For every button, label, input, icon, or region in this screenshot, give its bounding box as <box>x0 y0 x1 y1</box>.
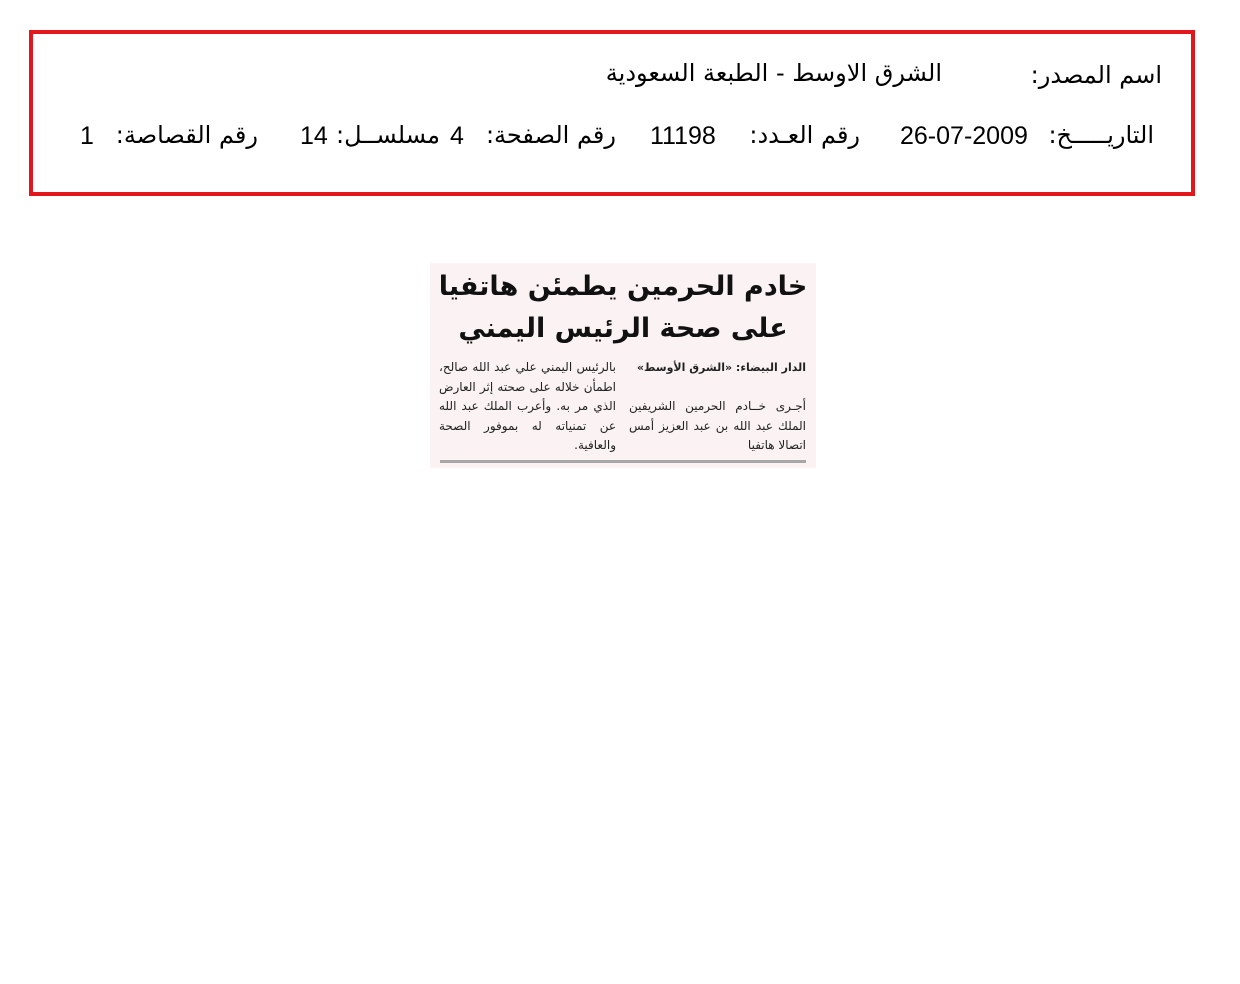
clip-number-label: رقم القصاصة: <box>115 121 258 149</box>
article-column-right <box>629 358 806 456</box>
newspaper-clipping <box>430 263 816 468</box>
article-column-left <box>439 358 616 456</box>
serial-label: مسلســل: <box>336 121 440 149</box>
article-spacer <box>629 378 806 398</box>
article-dateline: الدار البيضاء: «الشرق الأوسط» <box>636 361 806 374</box>
date-label: التاريـــــخ: <box>1048 121 1154 149</box>
article-body-left: بالرئيس اليمني علي عبد الله صالح، اطمأن خلاله على صحته إثر العارض الذي مر به. وأعرب الملك عبد الله عن تمنياته له بموفور الصحة والعافية. <box>439 360 616 452</box>
source-value: الشرق الاوسط - الطبعة السعودية <box>605 59 942 87</box>
issue-value: 11198 <box>650 122 716 150</box>
article-body-right: أجـرى خــادم الحرمين الشريفين الملك عبد الله بن عبد العزيز أمس اتصالا هاتفيا <box>629 399 806 452</box>
date-value: 26-07-2009 <box>900 122 1028 150</box>
headline-line-2: على صحة الرئيس اليمني <box>458 313 788 344</box>
clipping-metadata-box <box>29 30 1195 196</box>
issue-label: رقم العـدد: <box>749 121 860 149</box>
article-bottom-rule <box>440 460 806 463</box>
source-label: اسم المصدر: <box>1030 61 1162 89</box>
clip-number-value: 1 <box>80 122 94 150</box>
serial-value: 14 <box>300 122 328 150</box>
page-label: رقم الصفحة: <box>485 121 616 149</box>
headline-line-1: خادم الحرمين يطمئن هاتفيا <box>438 271 808 302</box>
page-value: 4 <box>450 122 464 150</box>
